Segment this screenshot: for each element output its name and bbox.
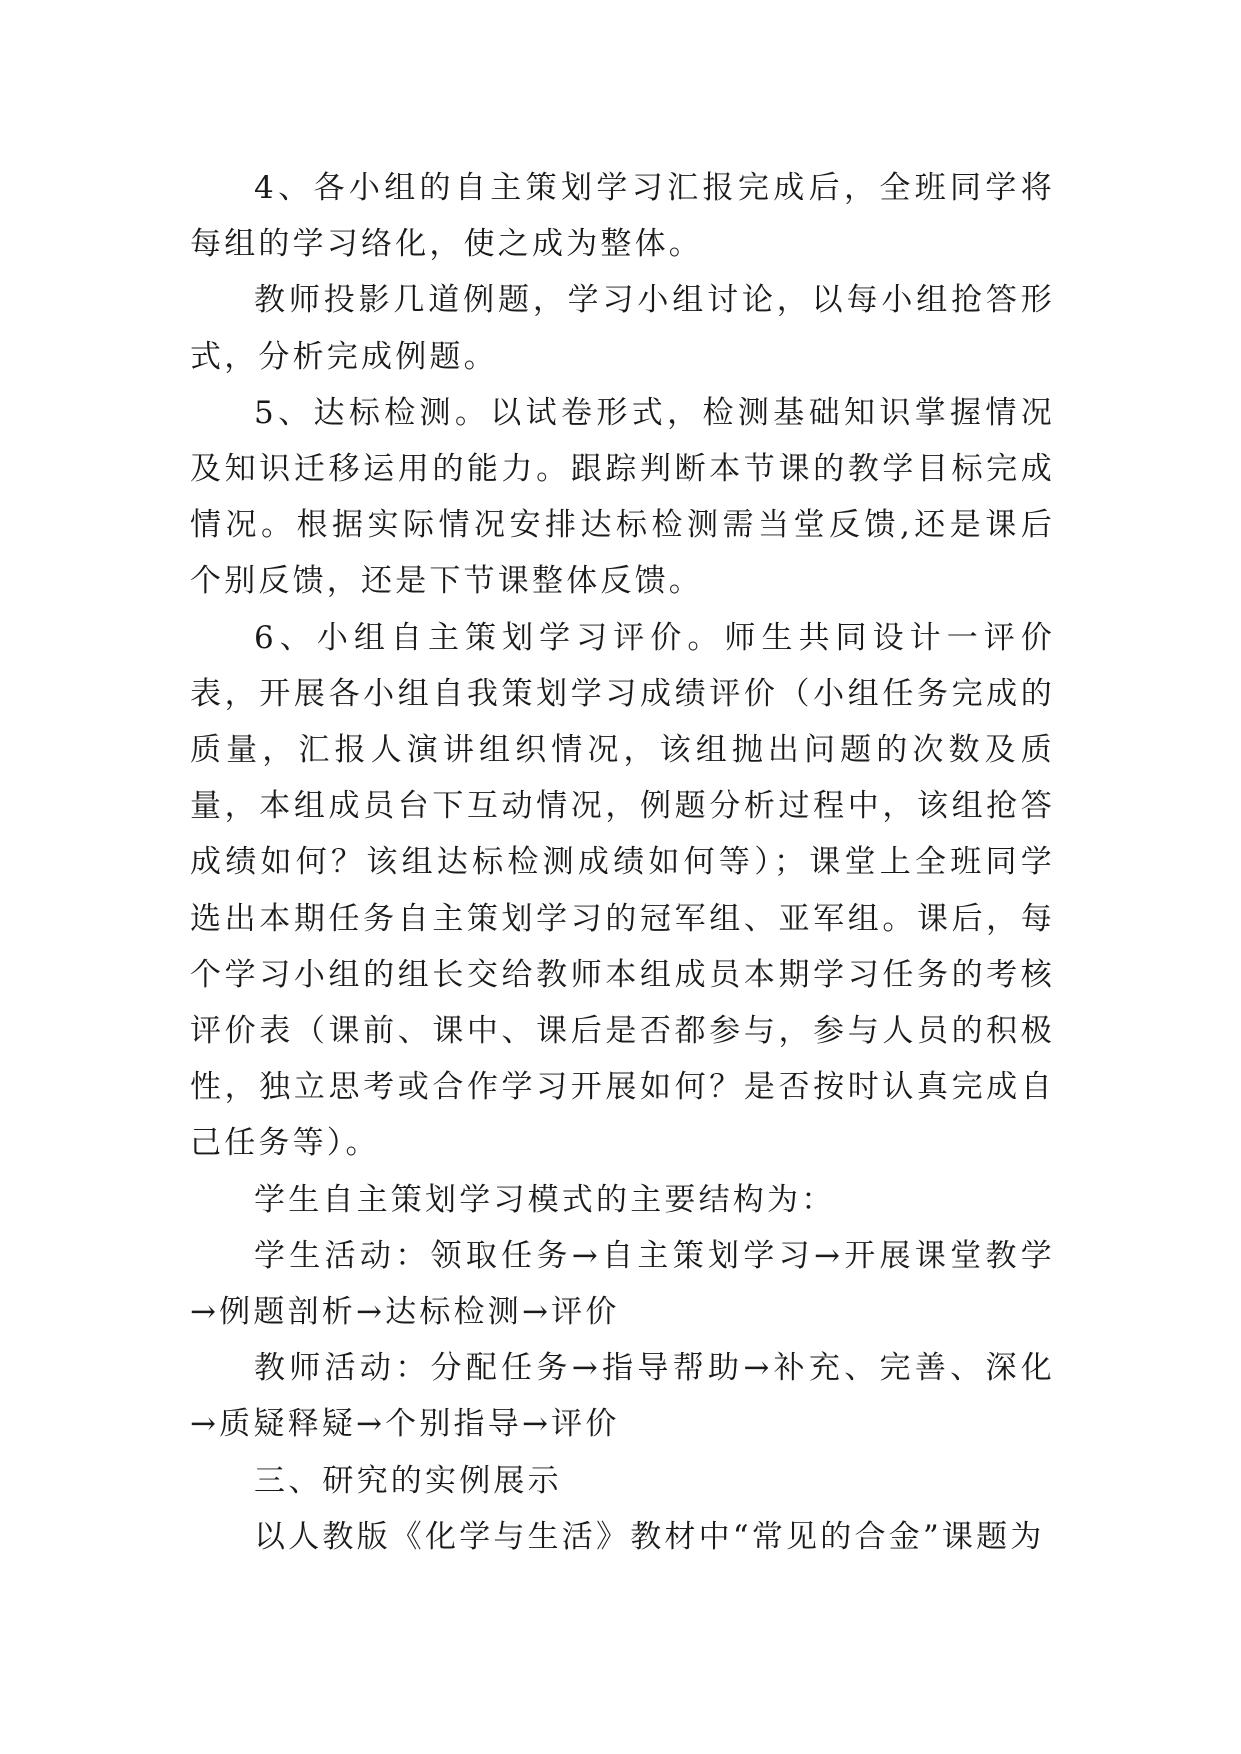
- paragraph-student-activities: 学生活动：领取任务→自主策划学习→开展课堂教学→例题剖析→达标检测→评价: [190, 1237, 1055, 1331]
- section-heading-examples: 三、研究的实例展示: [254, 1462, 562, 1499]
- document-body: [190, 160, 1055, 1565]
- paragraph-step-4: 4、各小组的自主策划学习汇报完成后，全班同学将每组的学习络化，使之成为整体。: [190, 170, 1055, 263]
- paragraph-step-6: 6、小组自主策划学习评价。师生共同设计一评价表，开展各小组自我策划学习成绩评价（小组任务完成的质量，汇报人演讲组织情况，该组抛出问题的次数及质量，本组成员台下互动情况，例题分析过程中，该组抢答成绩如何？该组达标检测成绩如何等）；课堂上全班同学选出本期任务自主策划学习的冠军组、亚军组。课后，每个学习小组的组长交给教师本组成员本期学习任务的考核评价表（课前、课中、课后是否都参与，参与人员的积极性，独立思考或合作学习开展如何？是否按时认真完成自己任务等）。: [190, 619, 1055, 1162]
- paragraph-example-intro: 以人教版《化学与生活》教材中“常见的合金”课题为: [254, 1518, 1045, 1555]
- paragraph-step-5: 5、达标检测。以试卷形式，检测基础知识掌握情况及知识迁移运用的能力。跟踪判断本节课的教学目标完成情况。根据实际情况安排达标检测需当堂反馈,还是课后个别反馈，还是下节课整体反馈。: [190, 394, 1055, 600]
- paragraph-teacher-activities: 教师活动：分配任务→指导帮助→补充、完善、深化→质疑释疑→个别指导→评价: [190, 1350, 1055, 1443]
- paragraph-structure-intro: 学生自主策划学习模式的主要结构为：: [254, 1181, 836, 1218]
- paragraph-example-discussion: 教师投影几道例题，学习小组讨论，以每小组抢答形式，分析完成例题。: [190, 282, 1055, 375]
